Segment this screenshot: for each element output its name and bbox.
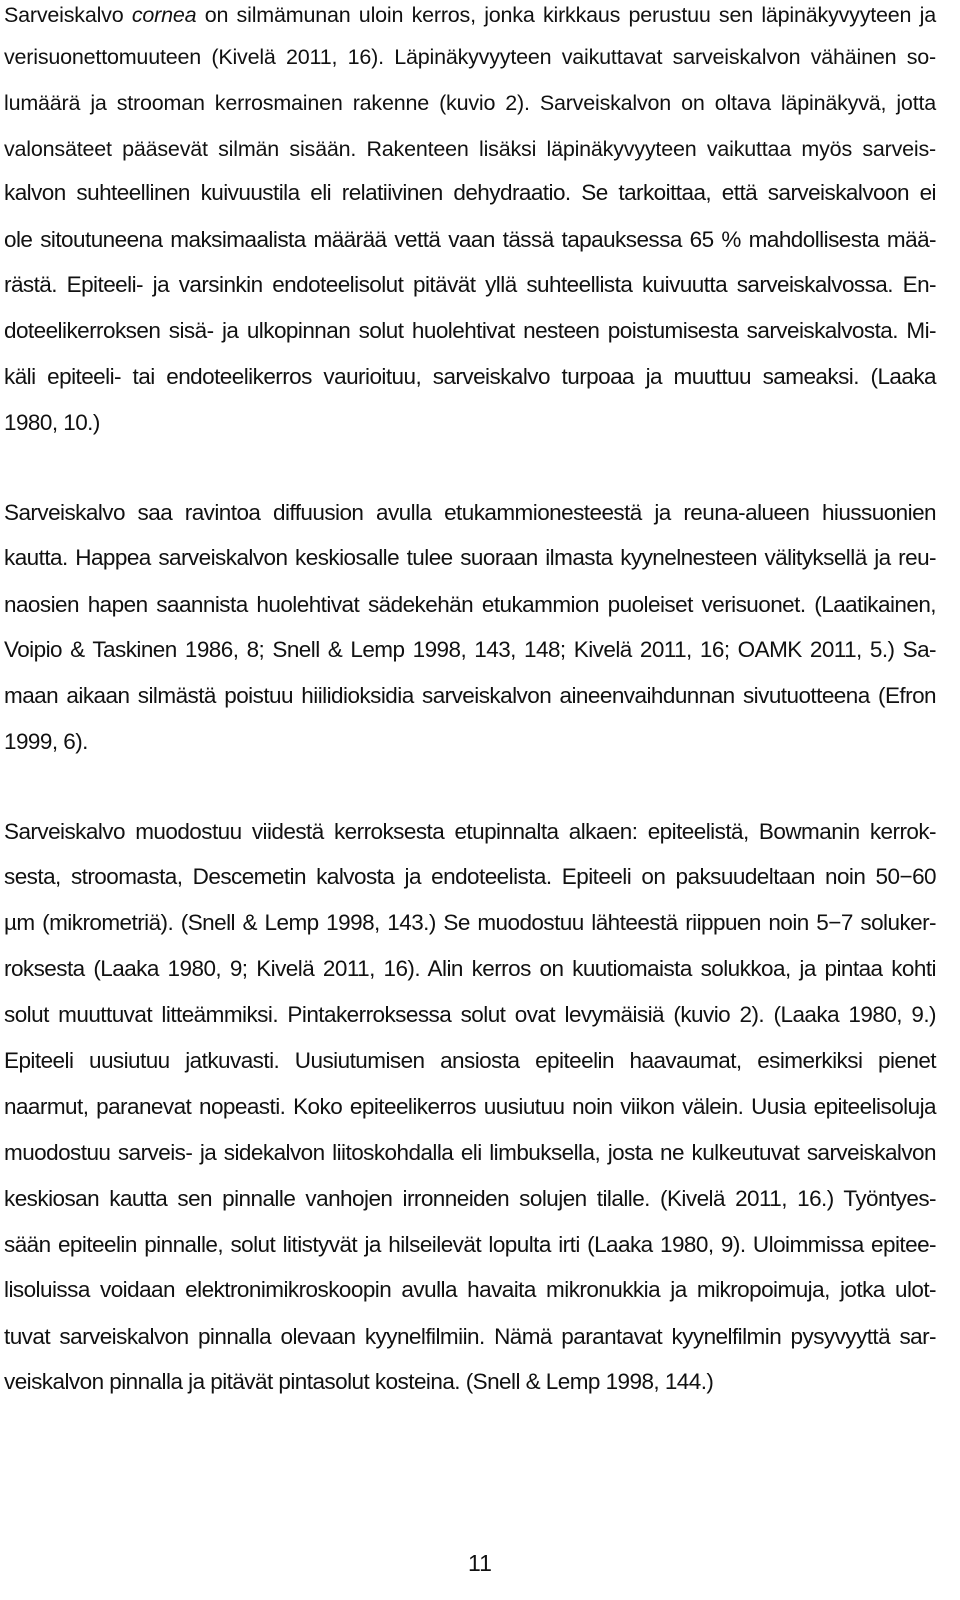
text-line: maan aikaan silmästä poistuu hiilidioksidia sarveiskalvon aineenvaihdunnan sivutuotteena (Efron [4,683,936,708]
text-line: kalvon suhteellinen kuivuustila eli relatiivinen dehydraatio. Se tarkoittaa, että sarveiskalvoon ei [4,180,936,205]
text-line: Sarveiskalvo muodostuu viidestä kerroksesta etupinnalta alkaen: epiteelistä, Bowmanin kerrok- [4,819,936,844]
text-line: ole sitoutuneena maksimaalista määrää vettä vaan tässä tapauksessa 65 % mahdollisesta mää- [4,227,936,252]
text-line: muodostuu sarveis- ja sidekalvon liitoskohdalla eli limbuksella, josta ne kulkeutuvat sarveiskalvon [4,1140,936,1165]
text-line: Sarveiskalvo cornea on silmämunan uloin kerros, jonka kirkkaus perustuu sen läpinäkyvyyteen ja [4,3,936,27]
text-line: Voipio & Taskinen 1986, 8; Snell & Lemp 1998, 143, 148; Kivelä 2011, 16; OAMK 2011, 5.) Sa- [4,637,936,662]
text-line: lisoluissa voidaan elektronimikroskoopin avulla havaita mikronukkia ja mikropoimuja, jotka ulot- [4,1277,936,1302]
text-line: 1999, 6). [4,729,88,754]
text-line: sesta, stroomasta, Descemetin kalvosta ja endoteelista. Epiteeli on paksuudeltaan noin 50−60 [4,864,936,889]
text-line: rästä. Epiteeli- ja varsinkin endoteelisolut pitävät yllä suhteellista kuivuutta sarveiskalvossa. En- [4,272,936,297]
text-line: valonsäteet pääsevät silmän sisään. Rakenteen lisäksi läpinäkyvyyteen vaikuttaa myös sarveis- [4,137,936,161]
text-line: roksesta (Laaka 1980, 9; Kivelä 2011, 16). Alin kerros on kuutiomaista solukkoa, ja pintaa kohti [4,956,936,981]
latin-term: cornea [131,3,197,27]
text-line: sään epiteelin pinnalle, solut litistyvät ja hilseilevät lopulta irti (Laaka 1980, 9). Uloimmissa epitee- [4,1232,936,1257]
page-number: 11 [468,1550,492,1576]
text-line: solut muuttuvat litteämmiksi. Pintakerroksessa solut ovat levymäisiä (kuvio 2). (Laaka 1980, 9.) [4,1002,936,1027]
text-line: naosien hapen saannista huolehtivat sädekehän etukammion puoleiset verisuonet. (Laatikainen, [4,592,936,617]
text-line: Sarveiskalvo saa ravintoa diffuusion avulla etukammionesteestä ja reuna-alueen hiussuonien [4,500,936,525]
text-line: Epiteeli uusiutuu jatkuvasti. Uusiutumisen ansiosta epiteelin haavaumat, esimerkiksi pienet [4,1048,936,1073]
text-line: kautta. Happea sarveiskalvon keskiosalle tulee suoraan ilmasta kyynelnesteen välityksellä ja reu- [4,545,936,570]
text-line: verisuonettomuuteen (Kivelä 2011, 16). Läpinäkyvyyteen vaikuttavat sarveiskalvon vähäinen so- [4,45,936,69]
text-line: µm (mikrometriä). (Snell & Lemp 1998, 143.) Se muodostuu lähteestä riippuen noin 5−7 soluker- [4,910,936,935]
text-line: doteelikerroksen sisä- ja ulkopinnan solut huolehtivat nesteen poistumisesta sarveiskalvosta. Mi- [4,318,936,343]
text-line: käli epiteeli- tai endoteelikerros vaurioituu, sarveiskalvo turpoaa ja muuttuu sameaksi. (Laaka [4,364,936,389]
text-line: tuvat sarveiskalvon pinnalla olevaan kyynelfilmiin. Nämä parantavat kyynelfilmin pysyvyyttä sar- [4,1324,936,1349]
text-line: lumäärä ja strooman kerrosmainen rakenne (kuvio 2). Sarveiskalvon on oltava läpinäkyvä, jotta [4,91,936,115]
text-line: keskiosan kautta sen pinnalle vanhojen irronneiden solujen tilalle. (Kivelä 2011, 16.) Työntyes- [4,1186,936,1211]
text-line: naarmut, paranevat nopeasti. Koko epiteelikerros uusiutuu noin viikon välein. Uusia epiteelisoluja [4,1094,936,1119]
text-line: 1980, 10.) [4,410,100,435]
text-line: veiskalvon pinnalla ja pitävät pintasolut kosteina. (Snell & Lemp 1998, 144.) [4,1369,714,1394]
